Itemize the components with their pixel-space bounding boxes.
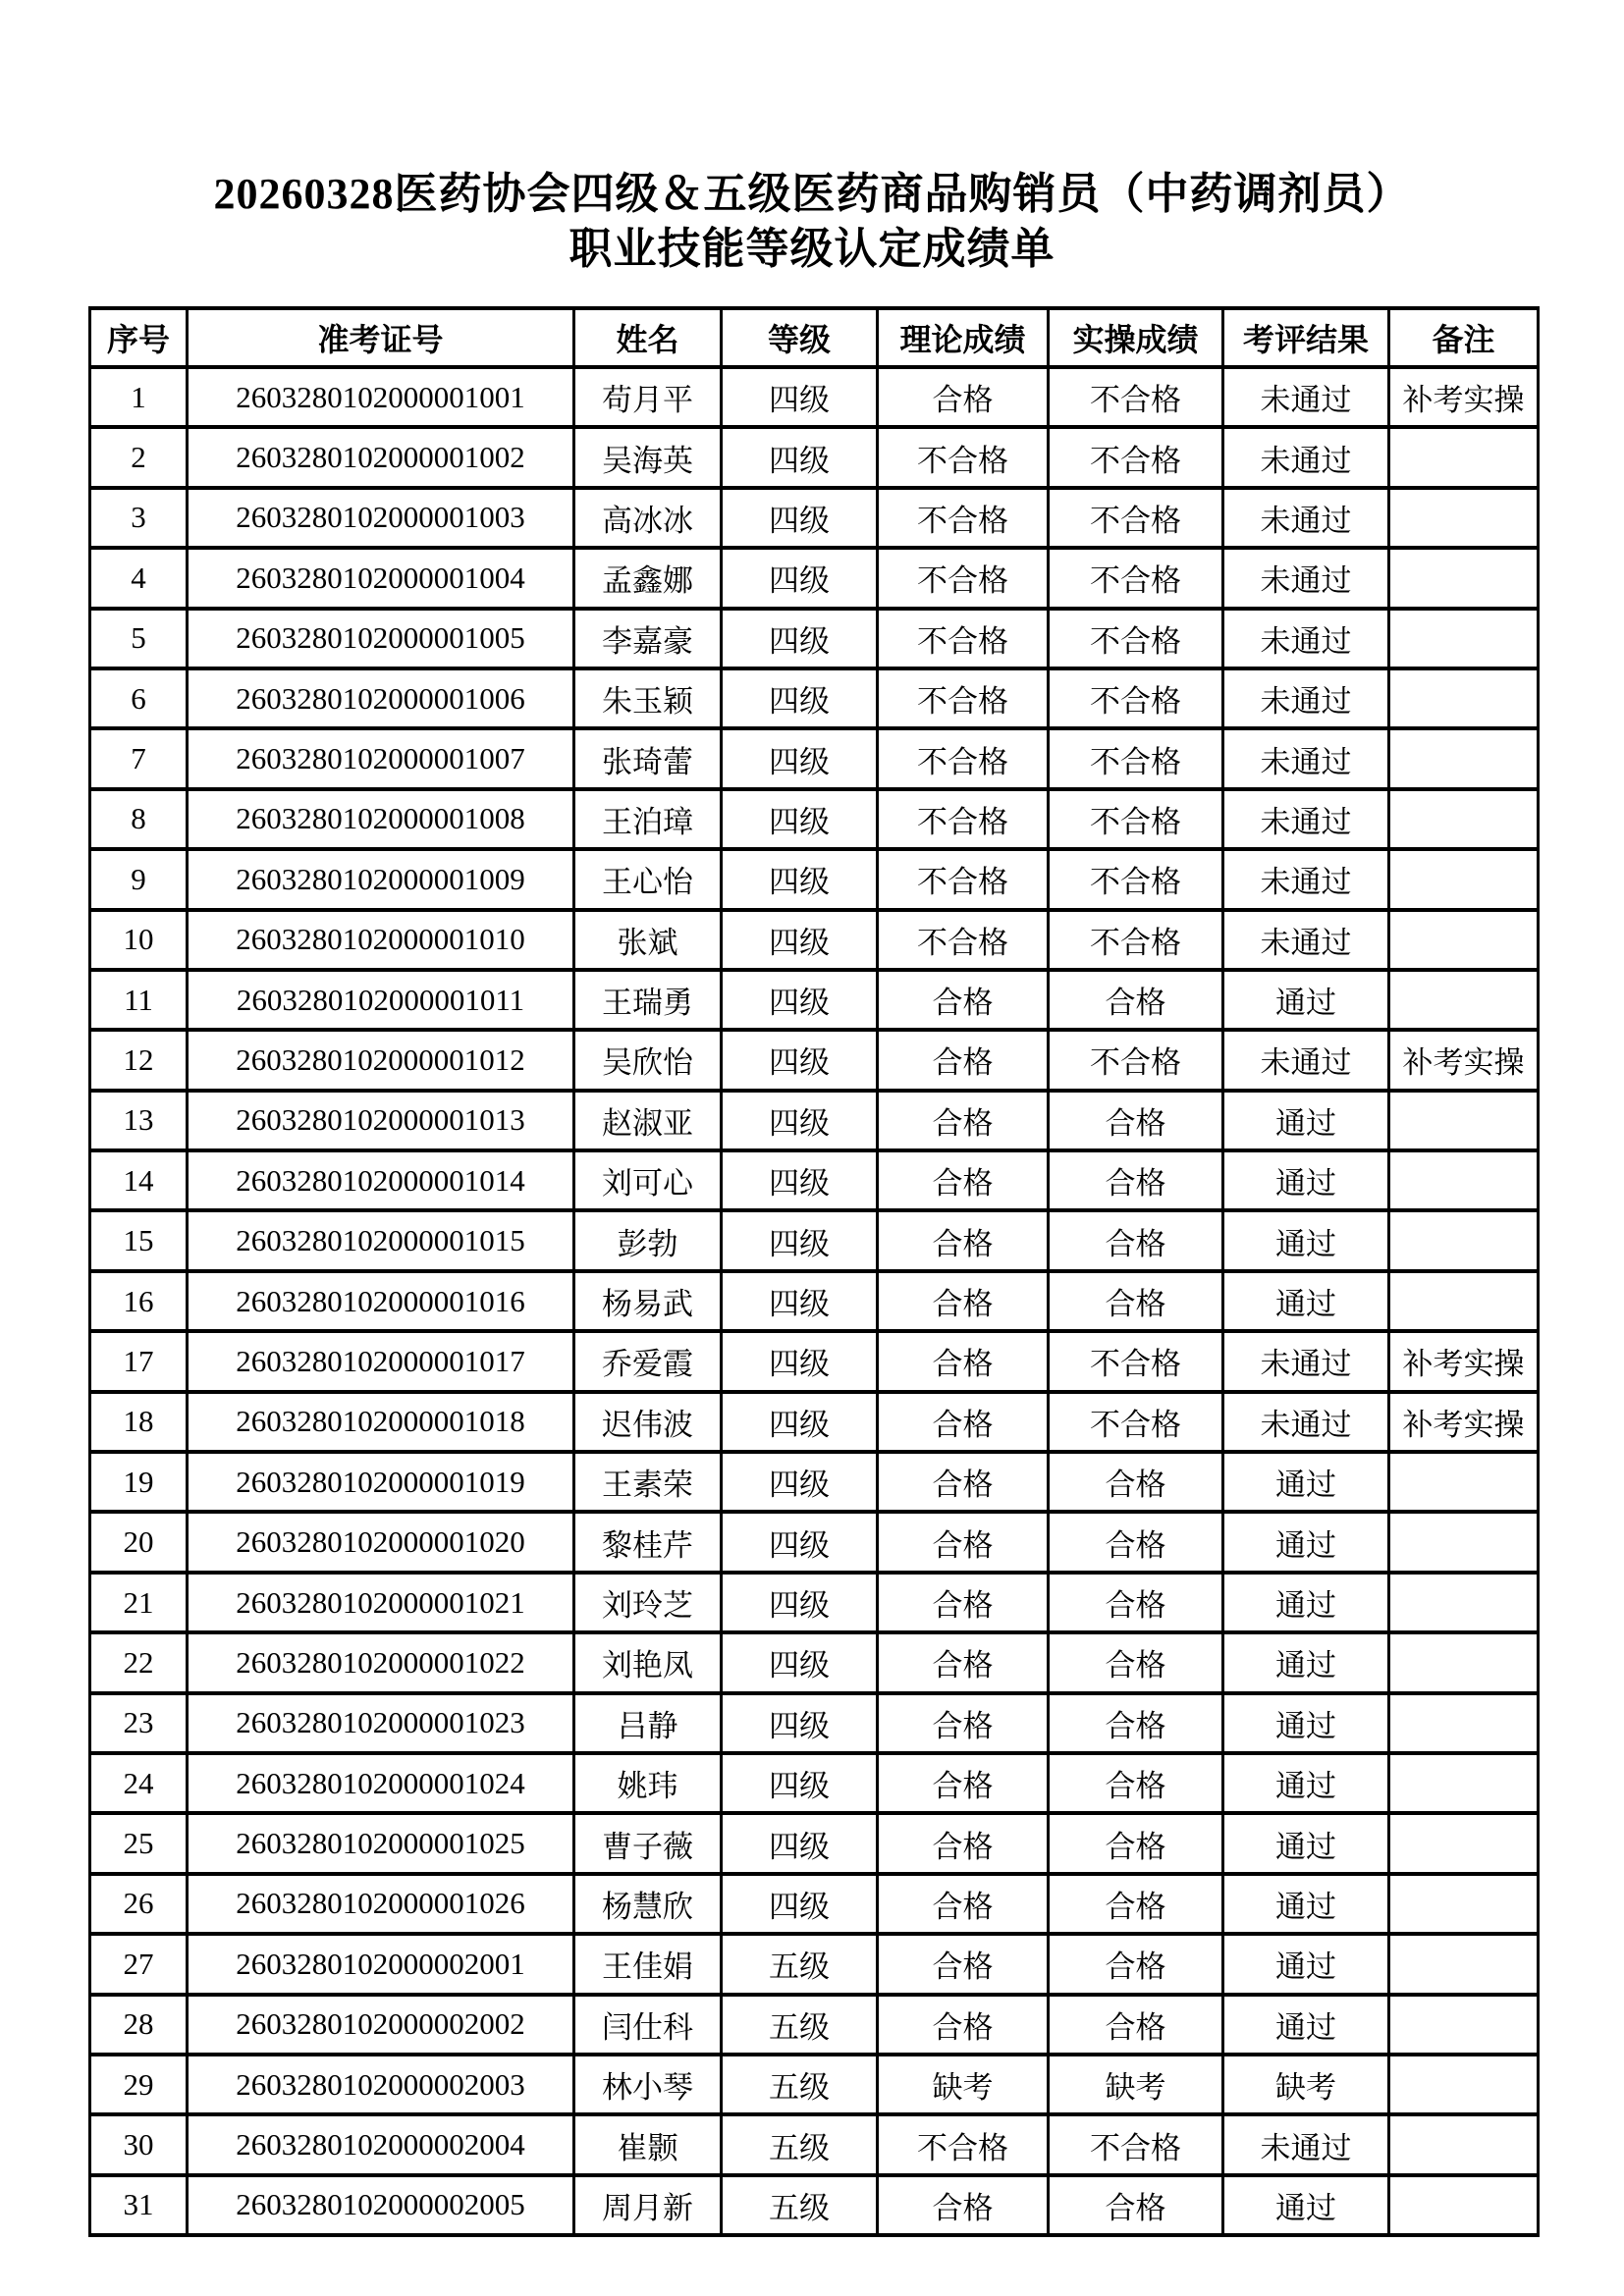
cell-name: 吴欣怡 <box>574 1030 722 1090</box>
cell-practical-score: 合格 <box>1049 1573 1223 1632</box>
table-row <box>90 1874 1539 1934</box>
cell-level: 四级 <box>722 1271 878 1331</box>
cell-name: 杨慧欣 <box>574 1874 722 1934</box>
cell-index: 20 <box>90 1512 188 1572</box>
table-row <box>90 789 1539 849</box>
cell-index: 27 <box>90 1934 188 1994</box>
cell-level: 四级 <box>722 1210 878 1270</box>
cell-result: 通过 <box>1223 1874 1389 1934</box>
cell-remark: 补考实操 <box>1389 1030 1539 1090</box>
cell-remark <box>1389 1693 1539 1753</box>
cell-result: 未通过 <box>1223 2114 1389 2174</box>
cell-index: 6 <box>90 668 188 728</box>
cell-remark <box>1389 789 1539 849</box>
cell-practical-score: 不合格 <box>1049 488 1223 548</box>
cell-ticket-no: 2603280102000002002 <box>188 1995 574 2055</box>
cell-ticket-no: 2603280102000001009 <box>188 849 574 909</box>
cell-practical-score: 合格 <box>1049 970 1223 1030</box>
column-header-theory-score: 理论成绩 <box>878 308 1049 367</box>
cell-practical-score: 合格 <box>1049 1995 1223 2055</box>
table-row <box>90 1632 1539 1692</box>
cell-index: 12 <box>90 1030 188 1090</box>
cell-remark <box>1389 1271 1539 1331</box>
cell-theory-score: 合格 <box>878 1331 1049 1391</box>
cell-practical-score: 不合格 <box>1049 668 1223 728</box>
cell-result: 未通过 <box>1223 1331 1389 1391</box>
cell-level: 四级 <box>722 668 878 728</box>
cell-practical-score: 不合格 <box>1049 1331 1223 1391</box>
column-header-index: 序号 <box>90 308 188 367</box>
cell-result: 通过 <box>1223 1632 1389 1692</box>
cell-practical-score: 合格 <box>1049 1271 1223 1331</box>
cell-ticket-no: 2603280102000001002 <box>188 427 574 487</box>
cell-ticket-no: 2603280102000001013 <box>188 1091 574 1150</box>
cell-practical-score: 合格 <box>1049 1512 1223 1572</box>
cell-theory-score: 合格 <box>878 1934 1049 1994</box>
cell-index: 7 <box>90 728 188 788</box>
cell-practical-score: 不合格 <box>1049 849 1223 909</box>
table-row <box>90 970 1539 1030</box>
cell-practical-score: 合格 <box>1049 1632 1223 1692</box>
cell-remark <box>1389 1210 1539 1270</box>
cell-ticket-no: 2603280102000001025 <box>188 1813 574 1873</box>
cell-theory-score: 合格 <box>878 1753 1049 1813</box>
column-header-result: 考评结果 <box>1223 308 1389 367</box>
cell-index: 19 <box>90 1452 188 1512</box>
cell-result: 未通过 <box>1223 427 1389 487</box>
cell-remark <box>1389 728 1539 788</box>
table-row <box>90 849 1539 909</box>
cell-name: 朱玉颖 <box>574 668 722 728</box>
cell-theory-score: 合格 <box>878 1392 1049 1452</box>
cell-index: 13 <box>90 1091 188 1150</box>
table-row <box>90 2114 1539 2174</box>
cell-result: 未通过 <box>1223 849 1389 909</box>
cell-ticket-no: 2603280102000001018 <box>188 1392 574 1452</box>
cell-theory-score: 不合格 <box>878 789 1049 849</box>
cell-result: 通过 <box>1223 1452 1389 1512</box>
table-row <box>90 2055 1539 2114</box>
cell-ticket-no: 2603280102000002003 <box>188 2055 574 2114</box>
cell-practical-score: 不合格 <box>1049 2114 1223 2174</box>
table-row <box>90 367 1539 427</box>
cell-name: 李嘉豪 <box>574 609 722 668</box>
cell-result: 通过 <box>1223 970 1389 1030</box>
cell-remark <box>1389 1934 1539 1994</box>
cell-ticket-no: 2603280102000001010 <box>188 910 574 970</box>
cell-practical-score: 合格 <box>1049 1693 1223 1753</box>
cell-name: 张琦蕾 <box>574 728 722 788</box>
cell-theory-score: 合格 <box>878 1995 1049 2055</box>
table-row <box>90 910 1539 970</box>
table-row <box>90 1210 1539 1270</box>
table-row <box>90 1995 1539 2055</box>
cell-ticket-no: 2603280102000001026 <box>188 1874 574 1934</box>
cell-practical-score: 合格 <box>1049 1210 1223 1270</box>
cell-theory-score: 缺考 <box>878 2055 1049 2114</box>
cell-level: 四级 <box>722 367 878 427</box>
cell-level: 四级 <box>722 1512 878 1572</box>
cell-name: 孟鑫娜 <box>574 548 722 608</box>
cell-name: 迟伟波 <box>574 1392 722 1452</box>
cell-name: 刘可心 <box>574 1150 722 1210</box>
cell-index: 22 <box>90 1632 188 1692</box>
cell-level: 四级 <box>722 1452 878 1512</box>
cell-ticket-no: 2603280102000001011 <box>188 970 574 1030</box>
cell-theory-score: 合格 <box>878 1813 1049 1873</box>
cell-result: 未通过 <box>1223 367 1389 427</box>
cell-name: 刘玲芝 <box>574 1573 722 1632</box>
cell-practical-score: 合格 <box>1049 1452 1223 1512</box>
cell-level: 四级 <box>722 970 878 1030</box>
cell-level: 四级 <box>722 728 878 788</box>
cell-theory-score: 不合格 <box>878 488 1049 548</box>
cell-remark <box>1389 2114 1539 2174</box>
cell-remark <box>1389 1150 1539 1210</box>
cell-level: 五级 <box>722 1995 878 2055</box>
cell-name: 王素荣 <box>574 1452 722 1512</box>
cell-theory-score: 合格 <box>878 1091 1049 1150</box>
cell-ticket-no: 2603280102000001015 <box>188 1210 574 1270</box>
cell-remark <box>1389 548 1539 608</box>
cell-remark <box>1389 1813 1539 1873</box>
cell-practical-score: 合格 <box>1049 1813 1223 1873</box>
cell-theory-score: 不合格 <box>878 427 1049 487</box>
cell-index: 18 <box>90 1392 188 1452</box>
cell-practical-score: 合格 <box>1049 1874 1223 1934</box>
cell-result: 未通过 <box>1223 789 1389 849</box>
cell-ticket-no: 2603280102000001017 <box>188 1331 574 1391</box>
cell-ticket-no: 2603280102000001021 <box>188 1573 574 1632</box>
column-header-ticket-no: 准考证号 <box>188 308 574 367</box>
cell-theory-score: 不合格 <box>878 668 1049 728</box>
cell-remark <box>1389 2175 1539 2235</box>
cell-ticket-no: 2603280102000001022 <box>188 1632 574 1692</box>
cell-theory-score: 不合格 <box>878 548 1049 608</box>
cell-practical-score: 合格 <box>1049 1753 1223 1813</box>
cell-theory-score: 不合格 <box>878 849 1049 909</box>
cell-name: 乔爱霞 <box>574 1331 722 1391</box>
cell-name: 赵淑亚 <box>574 1091 722 1150</box>
cell-ticket-no: 2603280102000001019 <box>188 1452 574 1512</box>
cell-level: 四级 <box>722 1091 878 1150</box>
cell-index: 11 <box>90 970 188 1030</box>
cell-index: 16 <box>90 1271 188 1331</box>
cell-name: 王心怡 <box>574 849 722 909</box>
cell-ticket-no: 2603280102000001006 <box>188 668 574 728</box>
cell-remark: 补考实操 <box>1389 1392 1539 1452</box>
cell-name: 王瑞勇 <box>574 970 722 1030</box>
cell-index: 9 <box>90 849 188 909</box>
cell-ticket-no: 2603280102000001008 <box>188 789 574 849</box>
cell-level: 四级 <box>722 1392 878 1452</box>
cell-level: 四级 <box>722 488 878 548</box>
cell-name: 杨易武 <box>574 1271 722 1331</box>
cell-level: 四级 <box>722 849 878 909</box>
cell-name: 黎桂芹 <box>574 1512 722 1572</box>
cell-theory-score: 合格 <box>878 367 1049 427</box>
cell-practical-score: 不合格 <box>1049 728 1223 788</box>
cell-theory-score: 合格 <box>878 1452 1049 1512</box>
cell-theory-score: 合格 <box>878 1210 1049 1270</box>
table-row <box>90 1452 1539 1512</box>
table-row <box>90 1271 1539 1331</box>
cell-ticket-no: 2603280102000001005 <box>188 609 574 668</box>
cell-result: 未通过 <box>1223 1392 1389 1452</box>
cell-index: 26 <box>90 1874 188 1934</box>
cell-level: 四级 <box>722 789 878 849</box>
cell-index: 30 <box>90 2114 188 2174</box>
cell-practical-score: 不合格 <box>1049 427 1223 487</box>
cell-level: 五级 <box>722 2114 878 2174</box>
cell-practical-score: 合格 <box>1049 1150 1223 1210</box>
table-row <box>90 1813 1539 1873</box>
cell-remark <box>1389 1874 1539 1934</box>
cell-index: 2 <box>90 427 188 487</box>
cell-result: 未通过 <box>1223 488 1389 548</box>
cell-level: 四级 <box>722 1573 878 1632</box>
cell-name: 曹子薇 <box>574 1813 722 1873</box>
table-row <box>90 2175 1539 2235</box>
cell-result: 未通过 <box>1223 609 1389 668</box>
table-row <box>90 427 1539 487</box>
cell-theory-score: 不合格 <box>878 609 1049 668</box>
cell-remark: 补考实操 <box>1389 1331 1539 1391</box>
table-row <box>90 548 1539 608</box>
cell-name: 周月新 <box>574 2175 722 2235</box>
cell-practical-score: 不合格 <box>1049 1030 1223 1090</box>
cell-name: 王佳娟 <box>574 1934 722 1994</box>
cell-result: 通过 <box>1223 1091 1389 1150</box>
cell-ticket-no: 2603280102000002004 <box>188 2114 574 2174</box>
cell-practical-score: 合格 <box>1049 1091 1223 1150</box>
cell-theory-score: 合格 <box>878 970 1049 1030</box>
cell-name: 崔颢 <box>574 2114 722 2174</box>
table-row <box>90 1573 1539 1632</box>
cell-name: 闫仕科 <box>574 1995 722 2055</box>
table-row <box>90 1030 1539 1090</box>
cell-theory-score: 合格 <box>878 1030 1049 1090</box>
cell-level: 四级 <box>722 609 878 668</box>
cell-index: 1 <box>90 367 188 427</box>
document-title-line2: 职业技能等级认定成绩单 <box>568 225 1056 273</box>
cell-name: 吕静 <box>574 1693 722 1753</box>
cell-index: 23 <box>90 1693 188 1753</box>
cell-ticket-no: 2603280102000001024 <box>188 1753 574 1813</box>
table-row <box>90 1934 1539 1994</box>
cell-level: 四级 <box>722 910 878 970</box>
cell-index: 15 <box>90 1210 188 1270</box>
cell-result: 通过 <box>1223 1573 1389 1632</box>
cell-ticket-no: 2603280102000002001 <box>188 1934 574 1994</box>
cell-theory-score: 合格 <box>878 1271 1049 1331</box>
cell-result: 通过 <box>1223 1813 1389 1873</box>
cell-result: 未通过 <box>1223 548 1389 608</box>
cell-index: 3 <box>90 488 188 548</box>
cell-remark <box>1389 970 1539 1030</box>
cell-remark <box>1389 1995 1539 2055</box>
cell-result: 通过 <box>1223 2175 1389 2235</box>
cell-level: 四级 <box>722 1331 878 1391</box>
cell-index: 4 <box>90 548 188 608</box>
cell-name: 彭勃 <box>574 1210 722 1270</box>
cell-name: 吴海英 <box>574 427 722 487</box>
cell-remark <box>1389 668 1539 728</box>
cell-index: 31 <box>90 2175 188 2235</box>
cell-result: 未通过 <box>1223 910 1389 970</box>
cell-ticket-no: 2603280102000001004 <box>188 548 574 608</box>
cell-result: 通过 <box>1223 1693 1389 1753</box>
table-row <box>90 488 1539 548</box>
cell-theory-score: 不合格 <box>878 2114 1049 2174</box>
cell-remark: 补考实操 <box>1389 367 1539 427</box>
cell-theory-score: 合格 <box>878 2175 1049 2235</box>
cell-index: 14 <box>90 1150 188 1210</box>
cell-practical-score: 不合格 <box>1049 789 1223 849</box>
table-row <box>90 1392 1539 1452</box>
cell-level: 四级 <box>722 548 878 608</box>
cell-index: 10 <box>90 910 188 970</box>
cell-level: 四级 <box>722 1874 878 1934</box>
table-row <box>90 1091 1539 1150</box>
table-row <box>90 1693 1539 1753</box>
table-row <box>90 609 1539 668</box>
cell-level: 四级 <box>722 1030 878 1090</box>
cell-level: 五级 <box>722 2055 878 2114</box>
document-title <box>0 167 1624 277</box>
cell-remark <box>1389 1753 1539 1813</box>
cell-index: 8 <box>90 789 188 849</box>
cell-remark <box>1389 849 1539 909</box>
cell-ticket-no: 2603280102000002005 <box>188 2175 574 2235</box>
cell-index: 25 <box>90 1813 188 1873</box>
cell-index: 5 <box>90 609 188 668</box>
table-row <box>90 1753 1539 1813</box>
cell-practical-score: 合格 <box>1049 1934 1223 1994</box>
cell-name: 苟月平 <box>574 367 722 427</box>
cell-remark <box>1389 427 1539 487</box>
cell-theory-score: 合格 <box>878 1573 1049 1632</box>
cell-level: 四级 <box>722 1693 878 1753</box>
cell-level: 四级 <box>722 1813 878 1873</box>
cell-practical-score: 不合格 <box>1049 548 1223 608</box>
cell-ticket-no: 2603280102000001003 <box>188 488 574 548</box>
cell-result: 通过 <box>1223 1271 1389 1331</box>
cell-ticket-no: 2603280102000001012 <box>188 1030 574 1090</box>
column-header-level: 等级 <box>722 308 878 367</box>
cell-practical-score: 不合格 <box>1049 367 1223 427</box>
cell-index: 29 <box>90 2055 188 2114</box>
cell-name: 林小琴 <box>574 2055 722 2114</box>
cell-ticket-no: 2603280102000001001 <box>188 367 574 427</box>
cell-remark <box>1389 609 1539 668</box>
cell-name: 王泊璋 <box>574 789 722 849</box>
cell-result: 通过 <box>1223 1934 1389 1994</box>
cell-remark <box>1389 2055 1539 2114</box>
cell-result: 未通过 <box>1223 1030 1389 1090</box>
cell-name: 刘艳凤 <box>574 1632 722 1692</box>
cell-level: 四级 <box>722 1632 878 1692</box>
cell-name: 张斌 <box>574 910 722 970</box>
cell-result: 缺考 <box>1223 2055 1389 2114</box>
cell-remark <box>1389 1573 1539 1632</box>
cell-name: 高冰冰 <box>574 488 722 548</box>
cell-index: 17 <box>90 1331 188 1391</box>
cell-level: 五级 <box>722 2175 878 2235</box>
cell-theory-score: 不合格 <box>878 910 1049 970</box>
cell-result: 通过 <box>1223 1210 1389 1270</box>
cell-theory-score: 合格 <box>878 1874 1049 1934</box>
cell-theory-score: 不合格 <box>878 728 1049 788</box>
cell-theory-score: 合格 <box>878 1632 1049 1692</box>
cell-result: 通过 <box>1223 1512 1389 1572</box>
cell-practical-score: 合格 <box>1049 2175 1223 2235</box>
cell-remark <box>1389 488 1539 548</box>
cell-result: 通过 <box>1223 1150 1389 1210</box>
cell-remark <box>1389 1632 1539 1692</box>
cell-level: 五级 <box>722 1934 878 1994</box>
cell-name: 姚玮 <box>574 1753 722 1813</box>
cell-ticket-no: 2603280102000001020 <box>188 1512 574 1572</box>
column-header-practical-score: 实操成绩 <box>1049 308 1223 367</box>
cell-remark <box>1389 910 1539 970</box>
cell-ticket-no: 2603280102000001014 <box>188 1150 574 1210</box>
cell-result: 通过 <box>1223 1995 1389 2055</box>
cell-remark <box>1389 1452 1539 1512</box>
column-header-remark: 备注 <box>1389 308 1539 367</box>
column-header-name: 姓名 <box>574 308 722 367</box>
cell-ticket-no: 2603280102000001023 <box>188 1693 574 1753</box>
cell-result: 未通过 <box>1223 668 1389 728</box>
cell-remark <box>1389 1512 1539 1572</box>
table-row <box>90 1512 1539 1572</box>
cell-index: 28 <box>90 1995 188 2055</box>
table-row <box>90 1150 1539 1210</box>
cell-remark <box>1389 1091 1539 1150</box>
cell-theory-score: 合格 <box>878 1512 1049 1572</box>
table-row <box>90 668 1539 728</box>
cell-ticket-no: 2603280102000001016 <box>188 1271 574 1331</box>
table-header-row <box>90 308 1539 367</box>
table-row <box>90 1331 1539 1391</box>
cell-result: 未通过 <box>1223 728 1389 788</box>
cell-practical-score: 不合格 <box>1049 910 1223 970</box>
cell-index: 21 <box>90 1573 188 1632</box>
results-table <box>88 306 1540 2237</box>
cell-theory-score: 合格 <box>878 1693 1049 1753</box>
cell-result: 通过 <box>1223 1753 1389 1813</box>
cell-level: 四级 <box>722 1753 878 1813</box>
table-row <box>90 728 1539 788</box>
document-title-line1: 20260328医药协会四级＆五级医药商品购销员（中药调剂员） <box>213 170 1411 218</box>
cell-ticket-no: 2603280102000001007 <box>188 728 574 788</box>
cell-index: 24 <box>90 1753 188 1813</box>
cell-practical-score: 缺考 <box>1049 2055 1223 2114</box>
cell-practical-score: 不合格 <box>1049 609 1223 668</box>
cell-theory-score: 合格 <box>878 1150 1049 1210</box>
cell-level: 四级 <box>722 1150 878 1210</box>
cell-practical-score: 不合格 <box>1049 1392 1223 1452</box>
cell-level: 四级 <box>722 427 878 487</box>
